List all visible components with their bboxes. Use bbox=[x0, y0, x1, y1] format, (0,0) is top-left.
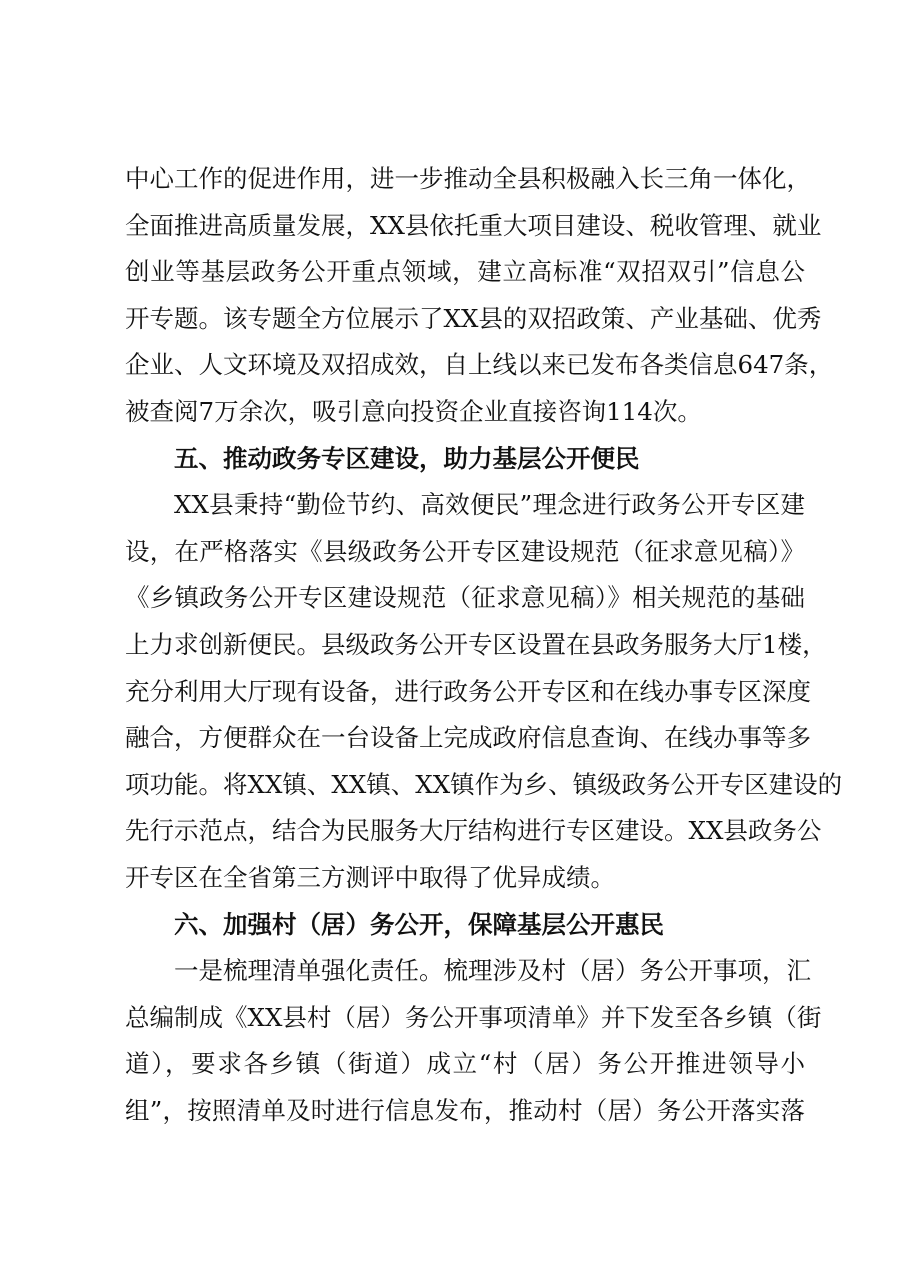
section-heading-6: 六、加强村（居）务公开，保障基层公开惠民 bbox=[174, 909, 664, 939]
text-line: 道），要求各乡镇（街道）成立“村（居）务公开推进领导小 bbox=[125, 1049, 805, 1079]
text-line: 创业等基层政务公开重点领域，建立高标准“双招双引”信息公 bbox=[125, 257, 805, 287]
text-line: 开专区在全省第三方测评中取得了优异成绩。 bbox=[125, 862, 615, 892]
text-line: 组”，按照清单及时进行信息发布，推动村（居）务公开落实落 bbox=[125, 1095, 805, 1125]
text-line: 《乡镇政务公开专区建设规范（征求意见稿）》相关规范的基础 bbox=[125, 583, 805, 613]
text-line: 设，在严格落实《县级政务公开专区建设规范（征求意见稿）》 bbox=[125, 536, 805, 566]
text-line: 项功能。将XX镇、XX镇、XX镇作为乡、镇级政务公开专区建设的 bbox=[125, 769, 843, 799]
text-line: 上力求创新便民。县级政务公开专区设置在县政务服务大厅1楼， bbox=[125, 629, 827, 659]
text-line: 总编制成《XX县村（居）务公开事项清单》并下发至各乡镇（街 bbox=[125, 1002, 822, 1032]
paragraph-village-affairs bbox=[125, 948, 822, 1134]
text-line: XX县秉持“勤俭节约、高效便民”理念进行政务公开专区建 bbox=[174, 490, 805, 520]
text-line: 全面推进高质量发展，XX县依托重大项目建设、税收管理、就业 bbox=[125, 210, 822, 240]
text-line: 开专题。该专题全方位展示了XX县的双招政策、产业基础、优秀 bbox=[125, 303, 822, 333]
text-line: 充分利用大厅现有设备，进行政务公开专区和在线办事专区深度 bbox=[125, 676, 811, 706]
text-line: 被查阅7万余次，吸引意向投资企业直接咨询114次。 bbox=[125, 396, 702, 426]
paragraph-project-topic bbox=[125, 156, 834, 436]
text-line: 先行示范点，结合为民服务大厅结构进行专区建设。XX县政务公 bbox=[125, 816, 822, 846]
section-heading-5: 五、推动政务专区建设，助力基层公开便民 bbox=[174, 443, 640, 473]
text-line: 一是梳理清单强化责任。梳理涉及村（居）务公开事项，汇 bbox=[174, 956, 811, 986]
text-line: 中心工作的促进作用，进一步推动全县积极融入长三角一体化， bbox=[125, 164, 811, 193]
paragraph-service-zone bbox=[125, 482, 843, 901]
text-line: 融合，方便群众在一台设备上完成政府信息查询、在线办事等多 bbox=[125, 723, 811, 753]
document-body bbox=[125, 156, 843, 1134]
text-line: 企业、人文环境及双招成效，自上线以来已发布各类信息647条， bbox=[125, 350, 834, 380]
